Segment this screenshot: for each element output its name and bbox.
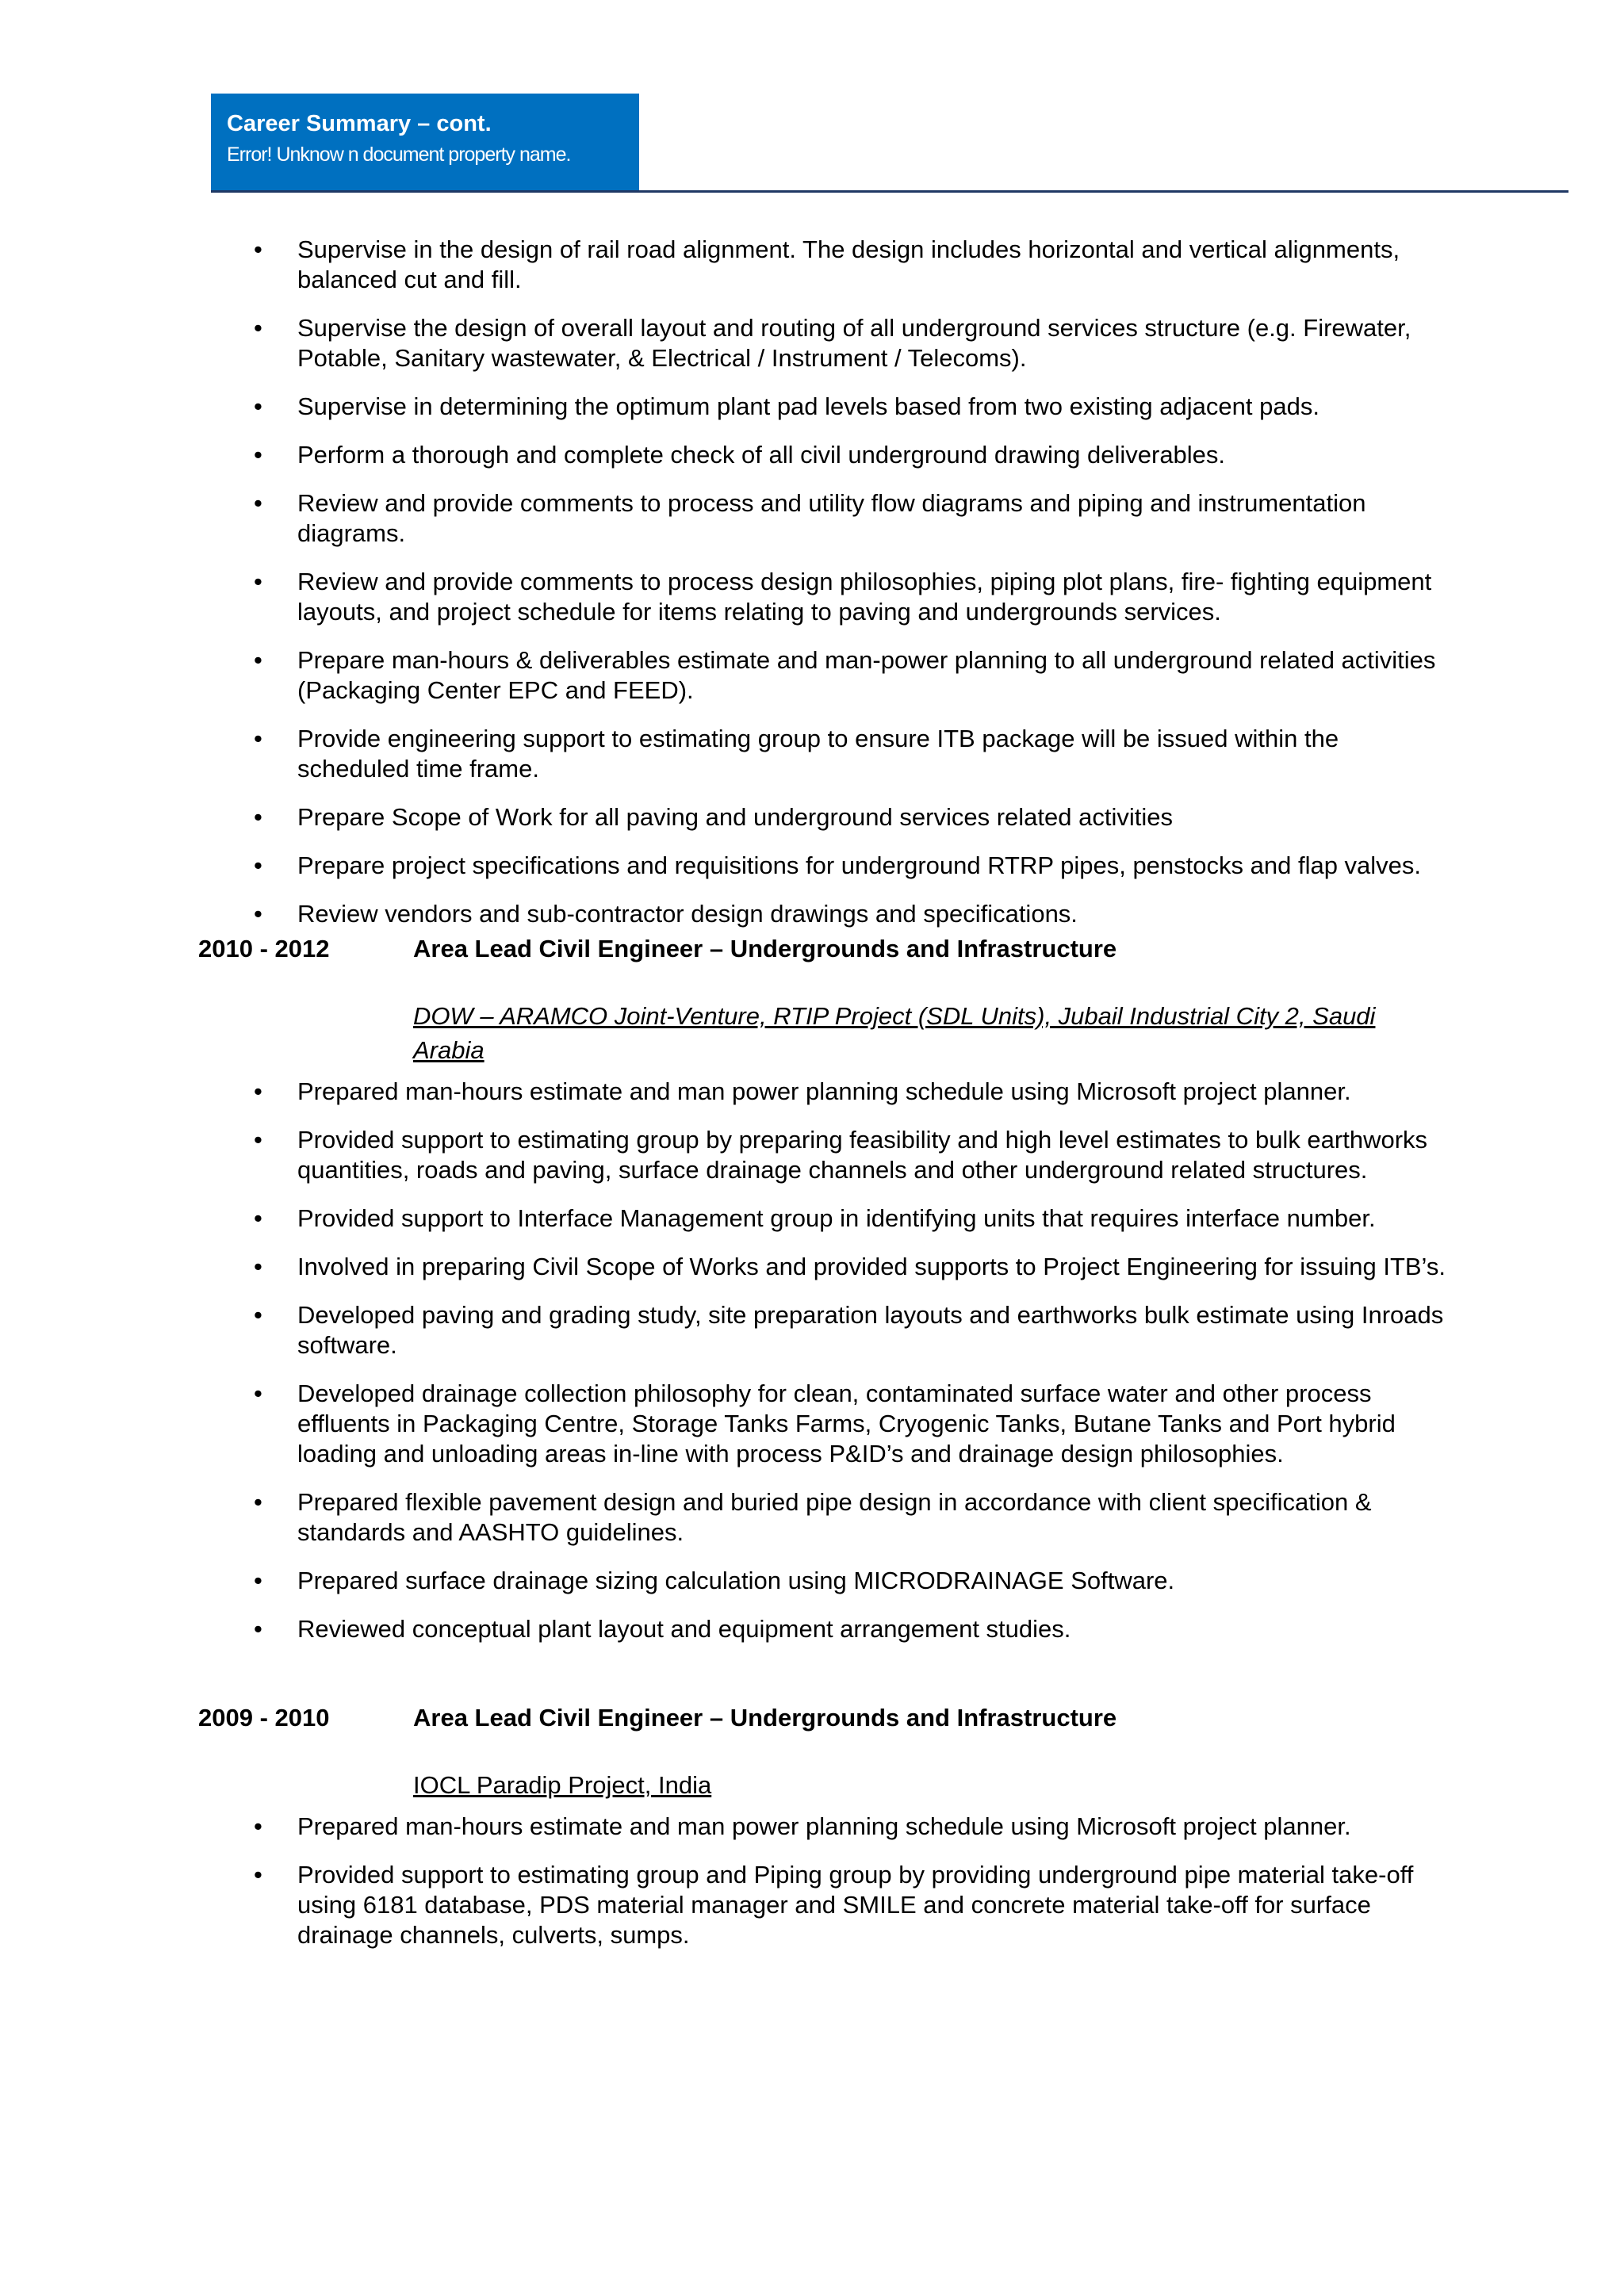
list-item: • Prepared man-hours estimate and man power planning schedule using Microsoft project planner. [198,1077,1451,1107]
list-item: • Review and provide comments to process design philosophies, piping plot plans, fire- fighting equipment layouts, and project schedule for items relating to paving and undergrounds services. [198,567,1451,627]
list-item: • Prepared man-hours estimate and man power planning schedule using Microsoft project planner. [198,1812,1451,1842]
list-item: • Prepared flexible pavement design and buried pipe design in accordance with client specification & standards and AASHTO guidelines. [198,1487,1451,1548]
intro-bullet-list [198,235,1451,929]
list-item: • Review and provide comments to process and utility flow diagrams and piping and instrumentation diagrams. [198,488,1451,549]
role-years: 2009 - 2010 [198,1704,330,1732]
role-title: Area Lead Civil Engineer – Undergrounds and Infrastructure [413,935,1117,962]
role-2009-bullet-list [198,1812,1451,1950]
list-item: • Reviewed conceptual plant layout and equipment arrangement studies. [198,1614,1451,1644]
list-item: • Developed paving and grading study, site preparation layouts and earthworks bulk estimate using Inroads software. [198,1300,1451,1360]
list-item: • Supervise the design of overall layout and routing of all underground services structure (e.g. Firewater, Potable, Sanitary wastewater, & Electrical / Instrument / Telecoms). [198,313,1451,373]
list-item: • Provided support to estimating group and Piping group by providing underground pipe material take-off using 6181 database, PDS material manager and SMILE and concrete material take-off for surface drainage channels, culverts, sumps. [198,1860,1451,1950]
role-header-2010 [198,934,1451,964]
list-item: • Prepare project specifications and requisitions for underground RTRP pipes, penstocks and flap valves. [198,851,1451,881]
list-item: • Review vendors and sub-contractor design drawings and specifications. [198,899,1451,929]
list-item: • Supervise in the design of rail road alignment. The design includes horizontal and vertical alignments, balanced cut and fill. [198,235,1451,295]
list-item: • Prepare man-hours & deliverables estimate and man-power planning to all underground related activities (Packaging Center EPC and FEED). [198,645,1451,706]
role-company: IOCL Paradip Project, India [413,1771,712,1799]
list-item: • Supervise in determining the optimum plant pad levels based from two existing adjacent pads. [198,392,1451,422]
header-banner [211,94,639,192]
header-rule [211,190,1568,193]
list-item: • Prepared surface drainage sizing calculation using MICRODRAINAGE Software. [198,1566,1451,1596]
header-title: Career Summary – cont. [227,111,492,136]
role-header-2009 [198,1703,1451,1733]
list-item: • Prepare Scope of Work for all paving and underground services related activities [198,802,1451,832]
list-item: • Provided support to Interface Management group in identifying units that requires interface number. [198,1203,1451,1234]
header-subtitle: Error! Unknow n document property name. [227,144,571,166]
role-title: Area Lead Civil Engineer – Undergrounds and Infrastructure [413,1704,1117,1732]
career-content [198,235,1451,1969]
role-2010-bullet-list [198,1077,1451,1644]
list-item: • Involved in preparing Civil Scope of Works and provided supports to Project Engineering for issuing ITB’s. [198,1252,1451,1282]
role-company: DOW – ARAMCO Joint-Venture, RTIP Project (SDL Units), Jubail Industrial City 2, Saudi Arabia [413,1002,1376,1064]
list-item: • Developed drainage collection philosophy for clean, contaminated surface water and other process effluents in Packaging Centre, Storage Tanks Farms, Cryogenic Tanks, Butane Tanks and Port hybrid loading and unloading areas in-line with process P&ID’s and drainage design philosophies. [198,1379,1451,1469]
list-item: • Perform a thorough and complete check of all civil underground drawing deliverables. [198,440,1451,470]
role-years: 2010 - 2012 [198,935,330,962]
list-item: • Provide engineering support to estimating group to ensure ITB package will be issued within the scheduled time frame. [198,724,1451,784]
list-item: • Provided support to estimating group by preparing feasibility and high level estimates to bulk earthworks quantities, roads and paving, surface drainage channels and other underground related structures. [198,1125,1451,1185]
